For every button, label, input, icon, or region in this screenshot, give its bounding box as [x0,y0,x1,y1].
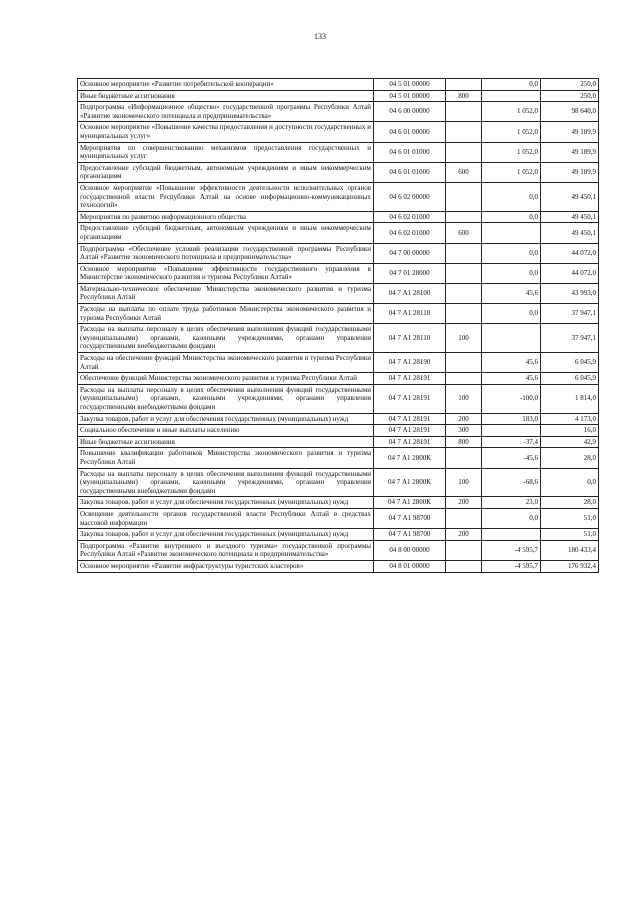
change-amount-cell: 0,0 [482,508,541,528]
expense-type-cell [446,102,482,122]
budget-code-cell: 04 7 А1 98700 [374,529,446,541]
table-row [78,223,599,243]
table-row [78,384,599,413]
item-name-cell: Подпрограмма «Обеспечение условий реализации государственной программы Республики Алтай «Развитие экономического потенциала и предпринимательства» [78,243,374,263]
table-row [78,529,599,541]
item-name-cell: Основное мероприятие «Повышение эффективности государственного управления в Министерстве экономического развития и туризма Республики Алтай» [78,263,374,283]
change-amount-cell: 183,0 [482,413,541,425]
item-name-cell: Основное мероприятие «Повышение качества предоставления и доступности государственных и муниципальных услуг» [78,122,374,142]
total-amount-cell: 49 189,9 [541,122,599,142]
expense-type-cell [446,243,482,263]
item-name-cell: Материально-техническое обеспечение Министерства экономического развития и туризма Республики Алтай [78,283,374,303]
budget-code-cell: 04 7 01 28000 [374,263,446,283]
budget-code-cell: 04 6 02 01000 [374,211,446,223]
table-row [78,436,599,448]
change-amount-cell: -4 595,7 [482,540,541,560]
total-amount-cell: 0,0 [541,468,599,497]
budget-code-cell: 04 6 01 01000 [374,142,446,162]
expense-type-cell: 600 [446,223,482,243]
expense-type-cell [446,263,482,283]
change-amount-cell: 1 052,0 [482,142,541,162]
expense-type-cell [446,540,482,560]
item-name-cell: Иные бюджетные ассигнования [78,436,374,448]
table-row [78,353,599,373]
table-row [78,304,599,324]
item-name-cell: Освещение деятельности органов государственной власти Республики Алтай в средствах массовой информации [78,508,374,528]
change-amount-cell [482,425,541,437]
table-row [78,283,599,303]
change-amount-cell [482,529,541,541]
table-row [78,540,599,560]
total-amount-cell: 4 173,0 [541,413,599,425]
total-amount-cell: 51,0 [541,529,599,541]
expense-type-cell [446,353,482,373]
table-row [78,79,599,91]
budget-code-cell: 04 6 01 00000 [374,122,446,142]
table-row [78,468,599,497]
total-amount-cell: 6 045,9 [541,353,599,373]
item-name-cell: Повышение квалификации работников Министерства экономического развития и туризма Республики Алтай [78,448,374,468]
change-amount-cell: 0,0 [482,263,541,283]
total-amount-cell: 49 450,1 [541,182,599,211]
expense-type-cell: 600 [446,162,482,182]
total-amount-cell: 49 450,1 [541,223,599,243]
expense-type-cell [446,373,482,385]
item-name-cell: Мероприятия по совершенствованию механизмов предоставления государственных и муниципальных услуг [78,142,374,162]
total-amount-cell: 16,0 [541,425,599,437]
table-row [78,182,599,211]
table-row [78,243,599,263]
change-amount-cell: -37,4 [482,436,541,448]
change-amount-cell [482,324,541,353]
table-row [78,560,599,572]
table-row [78,508,599,528]
table-row [78,413,599,425]
expense-type-cell [446,304,482,324]
total-amount-cell: 37 947,1 [541,304,599,324]
change-amount-cell: -45,6 [482,448,541,468]
expense-type-cell: 200 [446,497,482,509]
expense-type-cell [446,283,482,303]
expense-type-cell [446,142,482,162]
budget-code-cell: 04 7 А1 28110 [374,324,446,353]
change-amount-cell: 0,0 [482,243,541,263]
expense-type-cell: 300 [446,425,482,437]
expense-type-cell [446,211,482,223]
table-row [78,90,599,102]
table-row [78,162,599,182]
change-amount-cell: 0,0 [482,182,541,211]
expense-type-cell: 100 [446,384,482,413]
budget-code-cell: 04 6 00 00000 [374,102,446,122]
expense-type-cell [446,448,482,468]
table-row [78,497,599,509]
change-amount-cell: -4 595,7 [482,560,541,572]
change-amount-cell: 45,6 [482,283,541,303]
table-row [78,102,599,122]
budget-code-cell: 04 7 А1 28190 [374,353,446,373]
item-name-cell: Подпрограмма «Информационное общество» государственной программы Республики Алтай «Развитие экономического потенциала и предпринимательства» [78,102,374,122]
item-name-cell: Основное мероприятие «Развитие инфраструктуры туристских кластеров» [78,560,374,572]
total-amount-cell: 176 932,4 [541,560,599,572]
change-amount-cell: -68,6 [482,468,541,497]
total-amount-cell: 250,0 [541,79,599,91]
expense-type-cell: 800 [446,90,482,102]
expense-type-cell: 100 [446,324,482,353]
budget-table-body [78,79,599,573]
expense-type-cell [446,508,482,528]
table-row [78,263,599,283]
change-amount-cell: -100,0 [482,384,541,413]
change-amount-cell: 45,6 [482,353,541,373]
page-number: 133 [314,32,326,41]
expense-type-cell [446,122,482,142]
total-amount-cell: 43 993,0 [541,283,599,303]
total-amount-cell: 28,0 [541,448,599,468]
budget-code-cell: 04 7 А1 28100 [374,283,446,303]
budget-code-cell: 04 7 А1 28110 [374,304,446,324]
change-amount-cell: 1 052,0 [482,162,541,182]
change-amount-cell: 1 052,0 [482,102,541,122]
expense-type-cell: 200 [446,413,482,425]
budget-code-cell: 04 5 01 00000 [374,79,446,91]
change-amount-cell: 0,0 [482,211,541,223]
change-amount-cell: 0,0 [482,304,541,324]
expense-type-cell: 200 [446,529,482,541]
item-name-cell: Подпрограмма «Развитие внутреннего и въездного туризма» государственной программы Республики Алтай «Развитие экономического потенциала и предпринимательства» [78,540,374,560]
budget-code-cell: 04 6 02 01000 [374,223,446,243]
item-name-cell: Предоставление субсидий бюджетным, автономным учреждениям и иным некоммерческим организациям [78,223,374,243]
budget-code-cell: 04 7 00 00000 [374,243,446,263]
item-name-cell: Основное мероприятие «Развитие потребительской кооперации» [78,79,374,91]
table-row [78,425,599,437]
total-amount-cell: 250,0 [541,90,599,102]
total-amount-cell: 37 947,1 [541,324,599,353]
budget-code-cell: 04 8 00 00000 [374,540,446,560]
total-amount-cell: 44 072,0 [541,243,599,263]
change-amount-cell [482,90,541,102]
total-amount-cell: 49 189,9 [541,142,599,162]
item-name-cell: Закупка товаров, работ и услуг для обеспечения государственных (муниципальных) нужд [78,529,374,541]
table-row [78,211,599,223]
item-name-cell: Предоставление субсидий бюджетным, автономным учреждениям и иным некоммерческим организациям [78,162,374,182]
total-amount-cell: 51,0 [541,508,599,528]
change-amount-cell: 0,0 [482,79,541,91]
expense-type-cell: 100 [446,468,482,497]
total-amount-cell: 98 640,0 [541,102,599,122]
table-row [78,448,599,468]
budget-code-cell: 04 6 01 01000 [374,162,446,182]
total-amount-cell: 49 189,9 [541,162,599,182]
item-name-cell: Закупка товаров, работ и услуг для обеспечения государственных (муниципальных) нужд [78,497,374,509]
budget-code-cell: 04 7 А1 28191 [374,436,446,448]
expense-type-cell [446,560,482,572]
budget-code-cell: 04 5 01 00000 [374,90,446,102]
table-row [78,373,599,385]
change-amount-cell: 1 052,0 [482,122,541,142]
change-amount-cell: 23,0 [482,497,541,509]
total-amount-cell: 42,9 [541,436,599,448]
change-amount-cell: 45,6 [482,373,541,385]
expense-type-cell [446,79,482,91]
item-name-cell: Обеспечение функций Министерства экономического развития и туризма Республики Алтай [78,373,374,385]
budget-code-cell: 04 7 А1 2800К [374,448,446,468]
total-amount-cell: 180 433,4 [541,540,599,560]
table-row [78,122,599,142]
item-name-cell: Социальное обеспечение и иные выплаты населению [78,425,374,437]
item-name-cell: Расходы на обеспечение функций Министерства экономического развития и туризма Республики Алтай [78,353,374,373]
budget-table [77,78,599,573]
change-amount-cell [482,223,541,243]
budget-code-cell: 04 7 А1 28191 [374,373,446,385]
item-name-cell: Основное мероприятие «Повышение эффективности деятельности исполнительных органов государственной власти Республики Алтай на основе информационно-коммуникационных технологий» [78,182,374,211]
item-name-cell: Расходы на выплаты персоналу в целях обеспечения выполнения функций государственными (муниципальными) органами, казенными учреждениями, органами управления государственными внебюджетными фондами [78,384,374,413]
total-amount-cell: 28,0 [541,497,599,509]
item-name-cell: Расходы на выплаты по оплате труда работников Министерства экономического развития и туризма Республики Алтай [78,304,374,324]
budget-code-cell: 04 7 А1 28191 [374,413,446,425]
expense-type-cell: 800 [446,436,482,448]
budget-code-cell: 04 7 А1 2800К [374,468,446,497]
budget-code-cell: 04 6 02 00000 [374,182,446,211]
item-name-cell: Мероприятия по развитию информационного общества [78,211,374,223]
item-name-cell: Расходы на выплаты персоналу в целях обеспечения выполнения функций государственными (муниципальными) органами, казенными учреждениями, органами управления государственными внебюджетными фондами [78,324,374,353]
table-row [78,142,599,162]
item-name-cell: Иные бюджетные ассигнования [78,90,374,102]
total-amount-cell: 1 814,0 [541,384,599,413]
budget-code-cell: 04 7 А1 28191 [374,384,446,413]
budget-code-cell: 04 8 01 00000 [374,560,446,572]
item-name-cell: Расходы на выплаты персоналу в целях обеспечения выполнения функций государственными (муниципальными) органами, казенными учреждениями, органами управления государственными внебюджетными фондами [78,468,374,497]
budget-code-cell: 04 7 А1 28191 [374,425,446,437]
budget-code-cell: 04 7 А1 98700 [374,508,446,528]
total-amount-cell: 49 450,1 [541,211,599,223]
expense-type-cell [446,182,482,211]
total-amount-cell: 6 045,9 [541,373,599,385]
total-amount-cell: 44 072,0 [541,263,599,283]
table-row [78,324,599,353]
budget-code-cell: 04 7 А1 2800К [374,497,446,509]
item-name-cell: Закупка товаров, работ и услуг для обеспечения государственных (муниципальных) нужд [78,413,374,425]
